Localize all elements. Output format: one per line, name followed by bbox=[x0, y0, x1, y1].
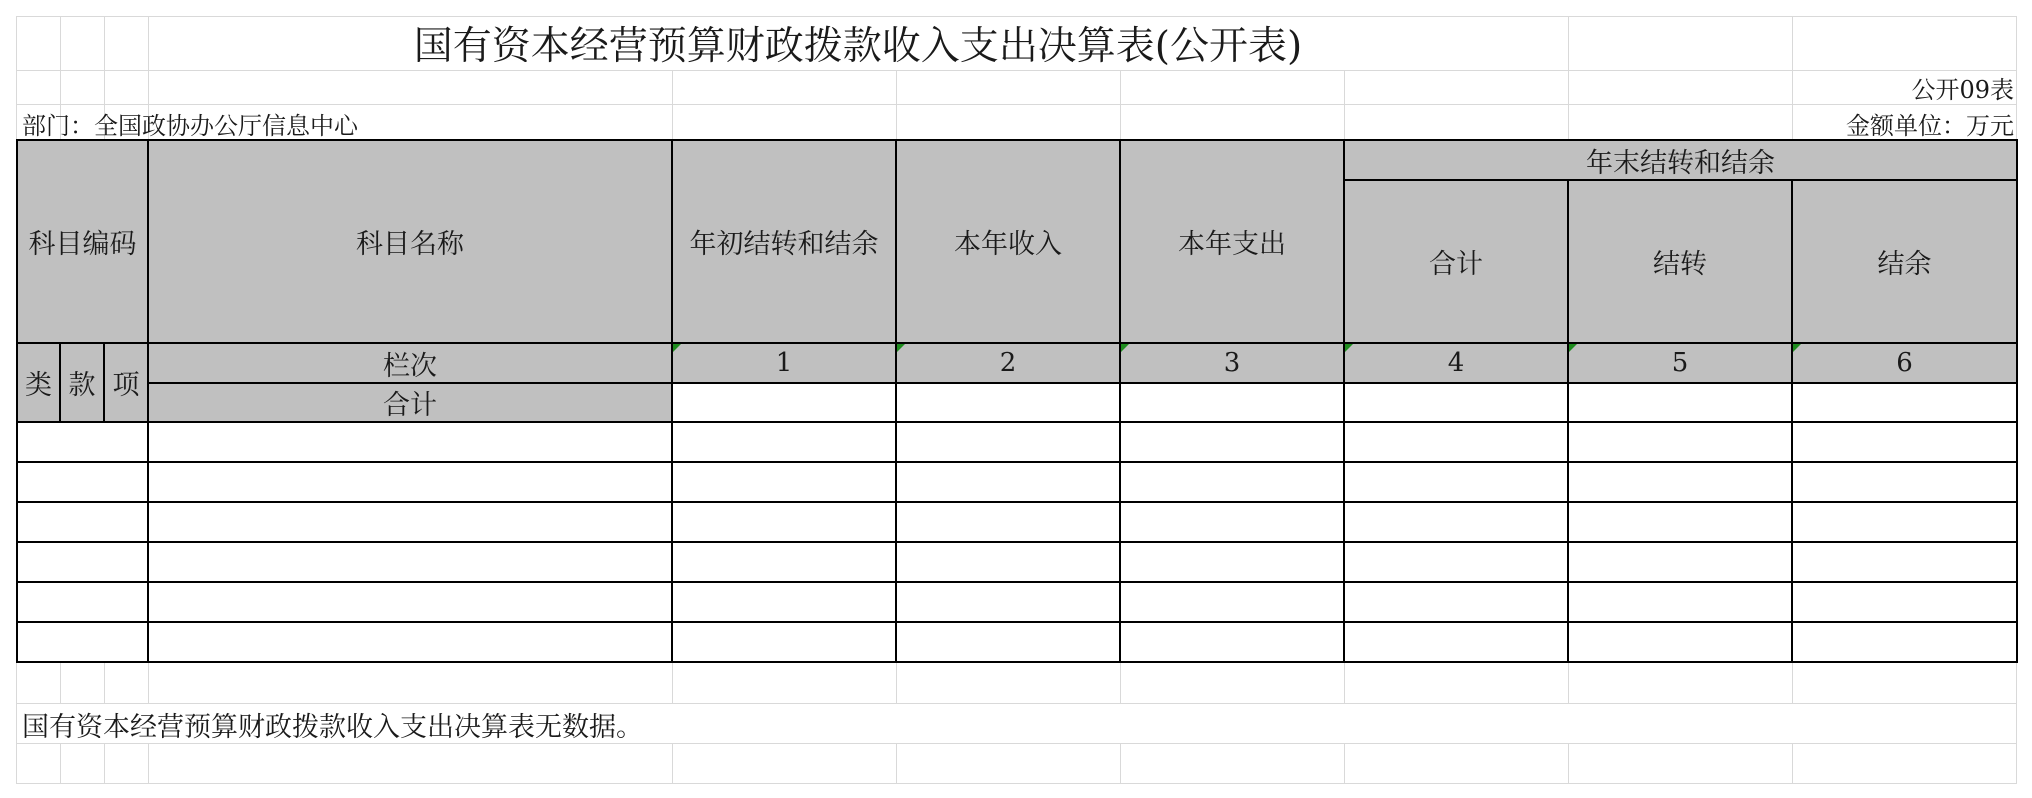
header-xiang: 项 bbox=[112, 370, 140, 401]
column-index-label: 栏次 bbox=[383, 350, 437, 382]
gridline bbox=[2016, 663, 2017, 783]
header-subject-name: 科目名称 bbox=[356, 229, 464, 260]
data-cell-total-col4[interactable] bbox=[1345, 384, 1567, 421]
gridline bbox=[104, 743, 105, 783]
header-lei: 类 bbox=[25, 370, 52, 401]
gridline bbox=[896, 663, 897, 703]
header-income: 本年收入 bbox=[954, 229, 1062, 260]
column-number: 5 bbox=[1671, 348, 1689, 378]
table-border bbox=[16, 421, 2018, 423]
gridline bbox=[1792, 743, 1793, 783]
table-border bbox=[2016, 139, 2018, 663]
gridline bbox=[1120, 70, 1121, 140]
table-border bbox=[16, 661, 2018, 663]
header-expenditure: 本年支出 bbox=[1178, 229, 1286, 260]
form-code: 公开09表 bbox=[1911, 75, 2014, 104]
gridline bbox=[1344, 743, 1345, 783]
department-label: 部门：全国政协办公厅信息中心 bbox=[22, 111, 358, 140]
gridline bbox=[2016, 16, 2017, 140]
gridline bbox=[1568, 743, 1569, 783]
header-total: 合计 bbox=[1429, 249, 1483, 280]
table-border bbox=[16, 501, 2018, 503]
column-number: 6 bbox=[1896, 348, 1913, 378]
gridline bbox=[1568, 663, 1569, 703]
table-border bbox=[16, 621, 2018, 623]
gridline bbox=[672, 70, 673, 140]
gridline bbox=[148, 743, 149, 783]
gridline bbox=[1344, 70, 1345, 140]
unit-label: 金额单位：万元 bbox=[1846, 111, 2014, 140]
header-kuan: 款 bbox=[68, 370, 96, 401]
gridline bbox=[896, 743, 897, 783]
data-cell-total-col5[interactable] bbox=[1569, 384, 1791, 421]
gridline bbox=[1120, 743, 1121, 783]
gridline bbox=[672, 663, 673, 703]
page-title: 国有资本经营预算财政拨款收入支出决算表(公开表) bbox=[413, 24, 1303, 69]
gridline bbox=[896, 70, 897, 140]
gridline bbox=[60, 663, 61, 703]
gridline bbox=[1120, 663, 1121, 703]
header-year-end: 年末结转和结余 bbox=[1586, 147, 1775, 179]
header-surplus: 结余 bbox=[1877, 249, 1932, 280]
table-border bbox=[16, 541, 2018, 543]
gridline bbox=[1344, 663, 1345, 703]
column-number: 1 bbox=[775, 348, 793, 378]
table-border bbox=[16, 461, 2018, 463]
data-cell-total-col3[interactable] bbox=[1121, 384, 1343, 421]
gridline bbox=[16, 663, 17, 783]
gridline bbox=[104, 663, 105, 703]
column-number: 4 bbox=[1447, 348, 1465, 378]
total-row-label: 合计 bbox=[383, 390, 437, 421]
table-border bbox=[16, 581, 2018, 583]
gridline bbox=[1792, 663, 1793, 703]
no-data-note: 国有资本经营预算财政拨款收入支出决算表无数据。 bbox=[22, 711, 643, 743]
header-opening-balance: 年初结转和结余 bbox=[689, 229, 879, 260]
gridline bbox=[60, 743, 61, 783]
data-cell-total-col2[interactable] bbox=[897, 384, 1119, 421]
gridline bbox=[148, 663, 149, 703]
column-number: 2 bbox=[999, 348, 1017, 378]
gridline bbox=[16, 783, 2017, 784]
column-number: 3 bbox=[1223, 348, 1241, 378]
header-carryover: 结转 bbox=[1653, 249, 1707, 280]
header-subject-code: 科目编码 bbox=[28, 229, 137, 260]
gridline bbox=[1568, 16, 1569, 140]
data-cell-total-col6[interactable] bbox=[1793, 384, 2016, 421]
gridline bbox=[16, 16, 17, 140]
data-cell-total-col1[interactable] bbox=[673, 384, 895, 421]
gridline bbox=[672, 743, 673, 783]
